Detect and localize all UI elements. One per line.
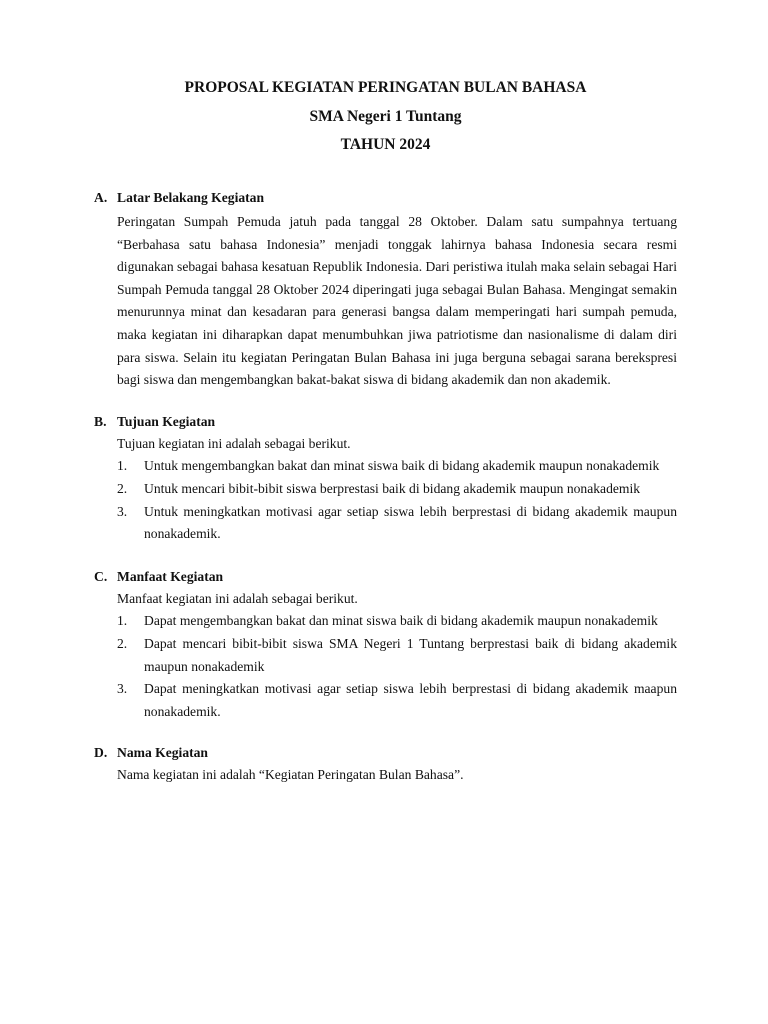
section-body [117, 211, 677, 392]
list-item [117, 678, 677, 723]
list-item-text: Dapat mencari bibit-bibit siswa SMA Negeri 1 Tuntang berprestasi baik di bidang akademik maupun nonakademik [144, 635, 677, 674]
list-number: 3. [117, 681, 128, 697]
list-item [117, 610, 677, 633]
list-item [117, 455, 677, 478]
list-number: 2. [117, 480, 128, 496]
section-title: Manfaat Kegiatan [117, 568, 224, 584]
section-body [117, 764, 677, 787]
list-item-text: Untuk meningkatkan motivasi agar setiap siswa lebih berprestasi di bidang akademik maupun nonakademik. [144, 503, 677, 542]
list-item [117, 501, 677, 546]
list-number: 1. [117, 613, 128, 629]
section-letter: B. [94, 413, 107, 429]
section-intro: Tujuan kegiatan ini adalah sebagai berikut. [117, 435, 351, 451]
section-title: Latar Belakang Kegiatan [117, 190, 265, 205]
document-title: PROPOSAL KEGIATAN PERINGATAN BULAN BAHASA [184, 79, 587, 96]
section-latar-belakang [94, 188, 677, 392]
section-heading [94, 743, 677, 763]
section-heading [94, 567, 677, 587]
list-item-text: Dapat mengembangkan bakat dan minat siswa baik di bidang akademik maupun nonakademik [144, 613, 658, 629]
list-item-text: Untuk mencari bibit-bibit siswa berprestasi baik di bidang akademik maupun nonakademik [144, 480, 641, 496]
section-manfaat [94, 567, 677, 724]
section-body [117, 433, 677, 546]
section-title: Tujuan Kegiatan [117, 413, 216, 429]
list-item-text: Untuk mengembangkan bakat dan minat siswa baik di bidang akademik maupun nonakademik [144, 458, 660, 474]
school-name: SMA Negeri 1 Tuntang [309, 108, 462, 125]
section-nama-kegiatan [94, 743, 677, 787]
section-body [117, 588, 677, 724]
section-heading [94, 188, 677, 208]
list-item-text: Dapat meningkatkan motivasi agar setiap siswa lebih berprestasi di bidang akademik maapun nonakademik. [144, 681, 677, 719]
section-paragraph: Nama kegiatan ini adalah “Kegiatan Peringatan Bulan Bahasa”. [117, 767, 464, 783]
section-paragraph: Peringatan Sumpah Pemuda jatuh pada tanggal 28 Oktober. Dalam satu sumpahnya tertuang “Berbahasa satu bahasa Indonesia” menjadi tonggak lahirnya bahasa Indonesia secara resmi digunakan sebagai bahasa kesatuan Republik Indonesia. Dari peristiwa itulah maka selain sebagai Hari Sumpah Pemuda tanggal 28 Oktober 2024 diperingati juga sebagai Bulan Bahasa. Mengingat semakin menurunnya minat dan kesadaran para generasi bangsa dalam memperingati hari sumpah pemuda, maka kegiatan ini diharapkan dapat menumbuhkan jiwa patriotisme dan nasionalisme di dalam diri para siswa. Selain itu kegiatan Peringatan Bulan Bahasa ini juga berguna sebagai sarana berekspresi bagi siswa dan mengembangkan bakat-bakat siswa di bidang akademik dan non akademik. [117, 214, 677, 388]
list-number: 1. [117, 458, 128, 474]
title-block [94, 78, 677, 155]
numbered-list [117, 610, 677, 723]
section-intro: Manfaat kegiatan ini adalah sebagai berikut. [117, 590, 358, 606]
section-title: Nama Kegiatan [117, 745, 208, 761]
list-number: 3. [117, 503, 128, 519]
section-letter: C. [94, 568, 108, 584]
list-number: 2. [117, 635, 128, 651]
numbered-list [117, 455, 677, 545]
list-item [117, 633, 677, 678]
section-tujuan [94, 412, 677, 546]
section-letter: D. [94, 745, 108, 761]
list-item [117, 478, 677, 501]
document-year: TAHUN 2024 [340, 136, 431, 153]
section-letter: A. [94, 190, 108, 205]
section-heading [94, 412, 677, 432]
